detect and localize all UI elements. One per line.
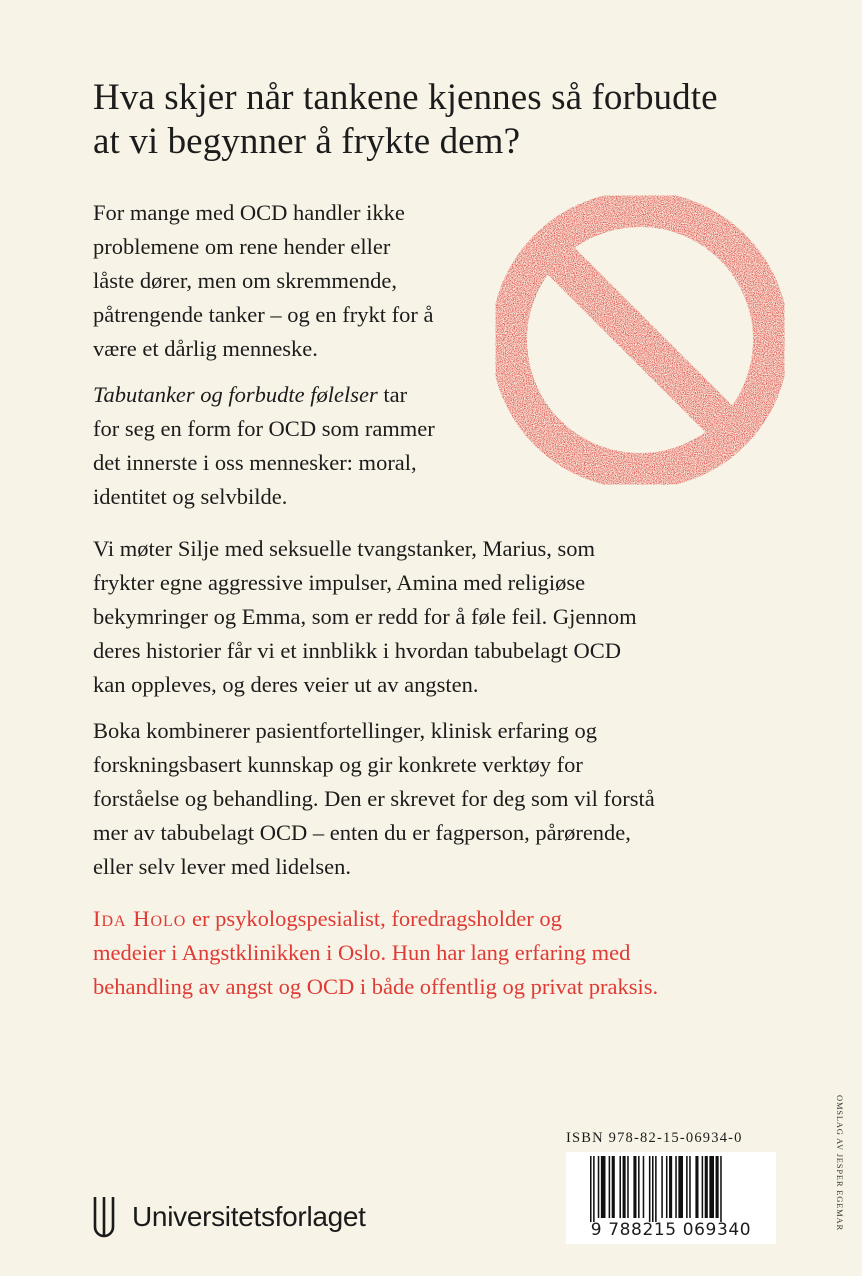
author-name: Ida Holo — [93, 906, 187, 931]
author-bio: Ida Holo er psykologspesialist, foredragsholder og medeier i Angstklinikken i Oslo. Hun har lang erfaring med behandling av angst og OCD i både offentlig og privat praksis. — [93, 906, 659, 999]
barcode-bar — [619, 1156, 621, 1218]
cover-credit: OMSLAG AV JESPER EGEMAR — [835, 1095, 845, 1231]
barcode-bar — [705, 1156, 708, 1218]
intro-paragraph: For mange med OCD handler ikke problemene om rene hender eller låste dører, men om skremmende, påtrengende tanker – og en frykt for å være et dårlig menneske. — [93, 200, 434, 361]
barcode-bar — [686, 1156, 688, 1218]
barcode-bar — [689, 1156, 691, 1218]
barcode-bar — [598, 1156, 600, 1218]
barcode-bar — [666, 1156, 668, 1218]
isbn-number: ISBN 978-82-15-06934-0 — [566, 1130, 743, 1146]
book-title-italic: Tabutanker og forbudte følelser — [93, 382, 378, 407]
barcode-bar — [652, 1156, 654, 1222]
barcode-bar — [612, 1156, 615, 1218]
book-description-paragraph: Tabutanker og forbudte følelser tar for seg en form for OCD som rammer det innerste i oss mennesker: moral, identitet og selvbilde. — [93, 382, 435, 509]
barcode-bar — [709, 1156, 714, 1218]
headline — [93, 76, 793, 164]
characters-paragraph: Vi møter Silje med seksuelle tvangstanker, Marius, som frykter egne aggressive impulser, Amina med religiøse bekymringer og Emma, som er redd for å føle feil. Gjennom deres historier får vi et innblikk i hvordan tabubelagt OCD kan oppleves, og deres veier ut av angsten. — [93, 536, 637, 697]
book-content-paragraph: Boka kombinerer pasientfortellinger, klinisk erfaring og forskningsbasert kunnskap og gir konkrete verktøy for forståelse og behandling. Den er skrevet for deg som vil forstå mer av tabubelagt OCD – enten du er fagperson, pårørende, eller selv lever med lidelsen. — [93, 718, 655, 879]
barcode-bar — [720, 1156, 722, 1222]
headline-line-1: Hva skjer når tankene kjennes så forbudte — [93, 77, 718, 118]
universitetsforlaget-logo-icon — [92, 1195, 116, 1239]
barcode-digits: 9 788215 069340 — [590, 1220, 752, 1240]
barcode-bar — [623, 1156, 626, 1218]
barcode-bar — [669, 1156, 672, 1218]
barcode-bar — [643, 1156, 645, 1218]
barcode-bar — [609, 1156, 611, 1218]
barcode-bar — [649, 1156, 651, 1222]
prohibition-sign-icon — [480, 180, 800, 500]
barcode-bar — [638, 1156, 640, 1218]
barcode-bar — [601, 1156, 606, 1218]
barcode-bar — [655, 1156, 657, 1222]
barcode-bar — [695, 1156, 698, 1218]
barcode-bar — [633, 1156, 636, 1218]
headline-line-2: at vi begynner å frykte dem? — [93, 121, 521, 162]
barcode-bar — [675, 1156, 677, 1218]
barcode — [566, 1152, 776, 1244]
barcode-bar — [590, 1156, 592, 1222]
barcode-bar — [678, 1156, 683, 1218]
barcode-bar — [702, 1156, 704, 1218]
publisher-name: Universitetsforlaget — [132, 1201, 366, 1232]
barcode-bar — [593, 1156, 595, 1222]
barcode-bar — [661, 1156, 663, 1218]
barcode-bar — [716, 1156, 719, 1218]
publisher-logo — [92, 1194, 366, 1240]
barcode-bar — [627, 1156, 629, 1218]
